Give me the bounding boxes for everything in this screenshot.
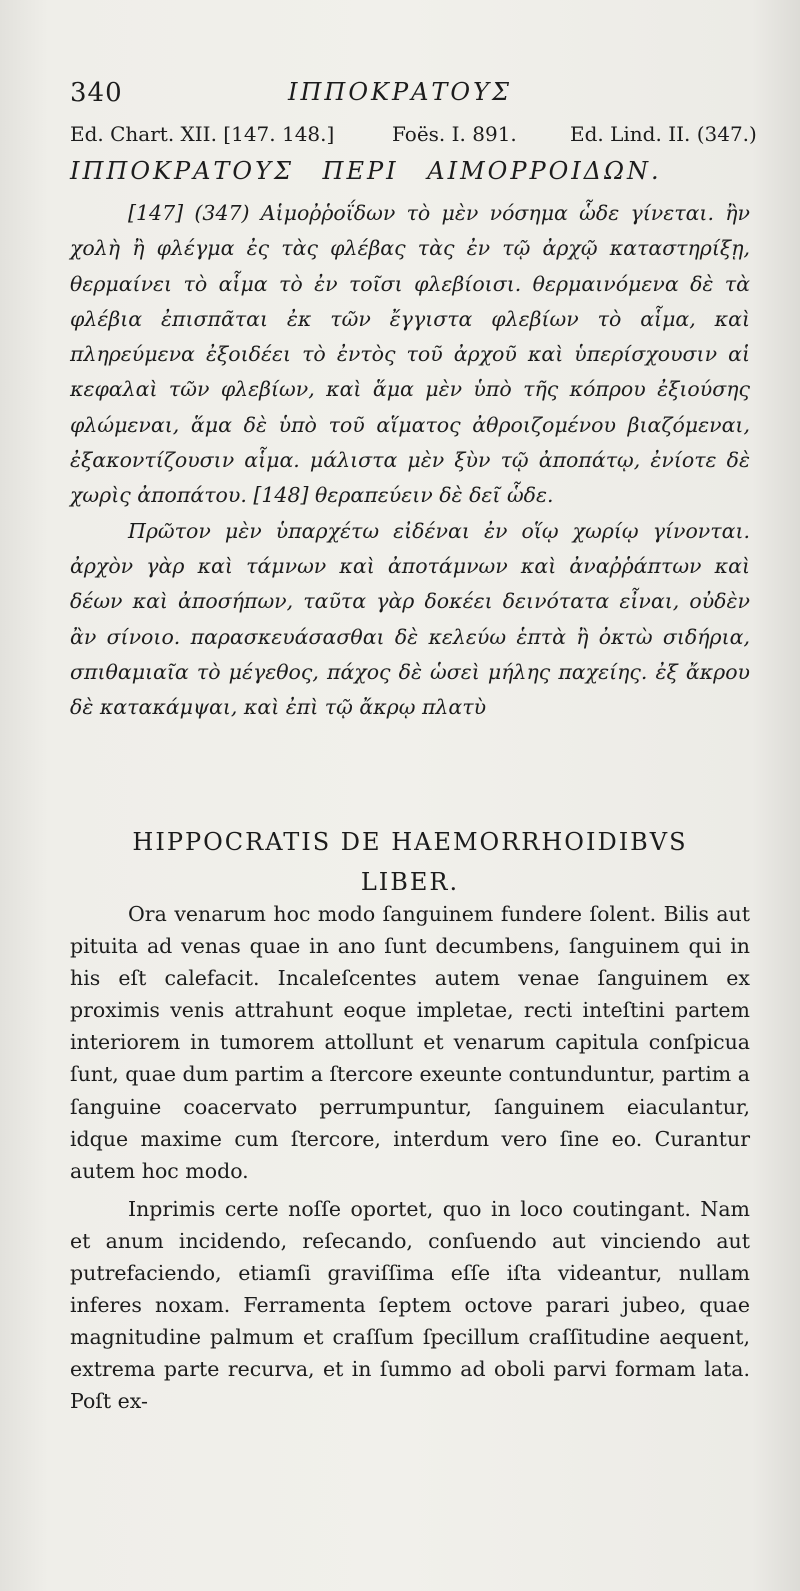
latin-paragraph: Inprimis certe noſſe oportet, quo in loco coutingant. Nam et anum incidendo, reſecando, conſuendo aut vinciendo aut putrefaciendo, etiamſi graviſſima eſſe iſta videantur, nullam inferes noxam. Ferramenta ſeptem octove parari jubeo, quae magnitudine palmum et craſſum ſpecillum craſſitudine aequent, extrema parte recurva, et in ſummo ad oboli parvi formam lata. Poſt ex- xyxy=(70,1196,750,1414)
latin-title-line1: HIPPOCRATIS DE HAEMORRHOIDIBVS xyxy=(132,828,688,856)
greek-title: ΙΠΠΟΚΡΑΤΟΥΣ ΠΕΡΙ ΑΙΜΟΡΡΟΙΔΩΝ. xyxy=(70,157,662,185)
greek-paragraph: [147] (347) Αἱμοῤῥοΐδων τὸ μὲν νόσημα ὧδε γίνεται. ἢν χολὴ ἢ φλέγμα ἐς τὰς φλέβας τὰς ἐν τῷ ἀρχῷ καταστηρίξῃ, θερμαίνει τὸ αἷμα τὸ ἐν τοῖσι φλεβίοισι. θερμαινόμενα δὲ τὰ φλέβια ἐπισπᾶται ἐκ τῶν ἔγγιστα φλεβίων τὸ αἷμα, καὶ πληρεύμενα ἐξοιδέει τὸ ἐντὸς τοῦ ἀρχοῦ καὶ ὑπερίσχουσιν αἱ κεφαλαὶ τῶν φλεβίων, καὶ ἅμα μὲν ὑπὸ τῆς κόπρου ἐξιούσης φλώμεναι, ἅμα δὲ ὑπὸ τοῦ αἵματος ἀθροιζομένου βιαζόμεναι, ἐξακοντίζουσιν αἷμα. μάλιστα μὲν ξὺν τῷ ἀποπάτῳ, ἐνίοτε δὲ χωρὶς ἀποπάτου. [148] θεραπεύειν δὲ δεῖ ὧδε. xyxy=(70,201,750,508)
greek-text xyxy=(70,196,750,725)
greek-paragraph: Πρῶτον μὲν ὑπαρχέτω εἰδέναι ἐν οἵῳ χωρίῳ γίνονται. ἀρχὸν γὰρ καὶ τάμνων καὶ ἀποτάμνων καὶ ἀναῤῥάπτων καὶ δέων καὶ ἀποσήπων, ταῦτα γὰρ δοκέει δεινότατα εἶναι, οὐδὲν ἂν σίνοιο. παρασκευάσασθαι δὲ κελεύω ἑπτὰ ἢ ὀκτὼ σιδήρια, σπιθαμιαῖα τὸ μέγεθος, πάχος δὲ ὡσεὶ μήλης παχείης. ἐξ ἄκρου δὲ κατακάμψαι, καὶ ἐπὶ τῷ ἄκρῳ πλατὺ xyxy=(70,518,750,720)
edition-references xyxy=(70,122,757,154)
latin-title xyxy=(70,822,750,902)
page-header xyxy=(70,78,740,118)
running-head: ΙΠΠΟΚΡΑΤΟΥΣ xyxy=(288,78,512,106)
edition-chart: Ed. Chart. XII. [147. 148.] xyxy=(70,122,335,146)
latin-paragraph: Ora venarum hoc modo ſanguinem fundere ſolent. Bilis aut pituita ad venas quae in ano ſunt decumbens, ſanguinem qui in his eſt calefacit. Incaleſcentes autem venae ſanguinem ex proximis venis attrahunt eoque impletae, recti inteſtini partem interiorem in tumorem attollunt et venarum capitula conſpicua ſunt, quae dum partim a ſtercore exeunte contunduntur, partim a ſanguine coacervato perrumpuntur, ſanguinem eiaculantur, idque maxime cum ſtercore, interdum vero ſine eo. Curantur autem hoc modo. xyxy=(70,902,750,1183)
page-number: 340 xyxy=(70,78,123,108)
edition-foes: Foës. I. 891. xyxy=(392,122,517,146)
edition-lind: Ed. Lind. II. (347.) xyxy=(570,122,757,146)
latin-title-line2: LIBER. xyxy=(360,868,460,896)
latin-text xyxy=(70,898,750,1418)
